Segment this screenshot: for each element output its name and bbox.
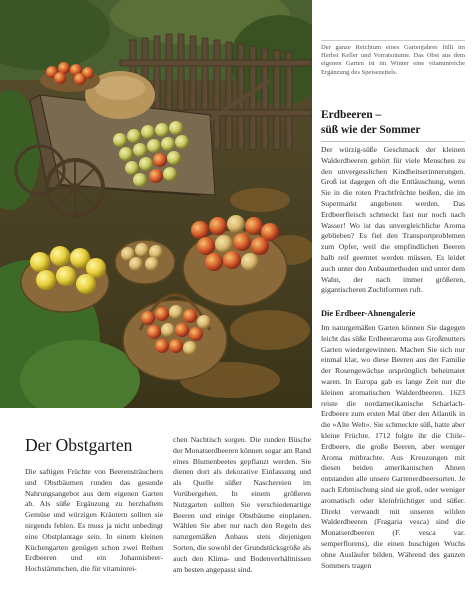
photo-caption: Der ganze Reichtum eines Gartenjahres füllt im Herbst Keller und Vorratsräume. Das Obst aus dem eigenen Garten ist im Winter eine vitaminreiche Ergänzung des Speisezettels. <box>321 40 465 77</box>
main-heading-orchard: Der Obstgarten <box>25 435 133 455</box>
orchard-harvest-photo <box>0 0 312 408</box>
heading-divider <box>321 141 465 142</box>
orchard-paragraph-column-1: Die saftigen Früchte von Beerensträuchern und Obstbäumen runden das gesunde Nahrungsangebot aus dem eigenen Garten ab. Als süße Ergänzung zu herzhaftem Gemüse und würzigen Kräutern sollten sie nirgends fehlen. Es muss ja nicht unbedingt eine Obstplantage sein. In einem kleinen Küchengarten genügen schon zwei Reihen Erdbeeren und ein Johannisbeer-Hochstämmchen, die für vitaminrei- <box>25 467 163 574</box>
subheading-strawberry-ancestry: Die Erdbeer-Ahnengalerie <box>321 309 416 318</box>
orchard-paragraph-column-2: chen Nachtisch sorgen. Die runden Büsche der Monatserdbeeren können sogar am Rand eines Blumenbeetes gepflanzt werden. Sie dienen dort als dekorative Einfassung und als Quelle süßer Naschereien im Vorübergehen. In einem größeren Nutzgarten sollten Sie verschiedenartige Beeren und einige Obstbäume einplanen. Wählen Sie aber nur nach den Regeln des naturgemäßen Anbaus stets diejenigen Sorten, die sowohl der Grundstücksgröße als auch den Klima- und Bodenverhältnissen am besten angepasst sind. <box>173 435 311 574</box>
section-heading-strawberries <box>321 108 465 142</box>
strawberry-intro-paragraph: Der würzig-süße Geschmack der kleinen Walderdbeeren gehört für viele Menschen zu den unvergesslichen Kindheitserinnerungen. Groß ist dagegen oft die Enttäuschung, wenn Sie in die roten Prachtfrüchte beißen, die im Supermarkt angeboten werden. Das Erdbeerfleisch schmeckt fast nur noch nach Wasser! Wo ist das unvergleichliche Aroma geblieben? Es fiel den Transportproblemen zum Opfer, weil die empfindlichen Beeren halb reif geerntet werden müssen. Es leidet auch unter den Anbaumethoden und unter dem Wahn, der nach immer größeren, gigantischeren Zuchtformen ruft. <box>321 145 465 295</box>
heading-line-2: süß wie der Sommer <box>321 123 421 136</box>
strawberry-ancestry-paragraph: Im naturgemäßen Garten können Sie dagegen leicht das süße Erdbeeraroma aus Großmutters Garten wiedergewinnen. Machen Sie sich nur einmal klar, wo diese Beeren aus der Familie der Rosengewächse ursprünglich beheimatet waren. In Europa gab es lange Zeit nur die kleinen aromatischen Walderdbeeren. 1623 reiste die nordamerikanische Scharlach-Erdbeere zum ersten Mal über den Atlantik in die »Alte Welt«. Sie schmeckte süß, hatte aber kleine Früchte. 1712 folgte ihr die Chile-Erdbeere, die große Beeren, aber weniger Aroma mitbrachte. Aus Kreuzungen mit diesen beiden amerikanischen Ahnen entstanden alle unsere Gartenerdbeersorten. Je nach Erbmischung sind sie groß, oder weniger aromatisch oder kleinfrüchtiger und süßer. Direkt verwandt mit unseren wilden Walderdbeeren (Fragaria vesca) sind die Monatserdbeeren (F. vesca var. semperflorens), die einen buschigen Wuchs ohne Ausläufer bilden. Während des ganzen Sommers tragen <box>321 323 465 570</box>
heading-line-1: Erdbeeren – <box>321 109 382 121</box>
